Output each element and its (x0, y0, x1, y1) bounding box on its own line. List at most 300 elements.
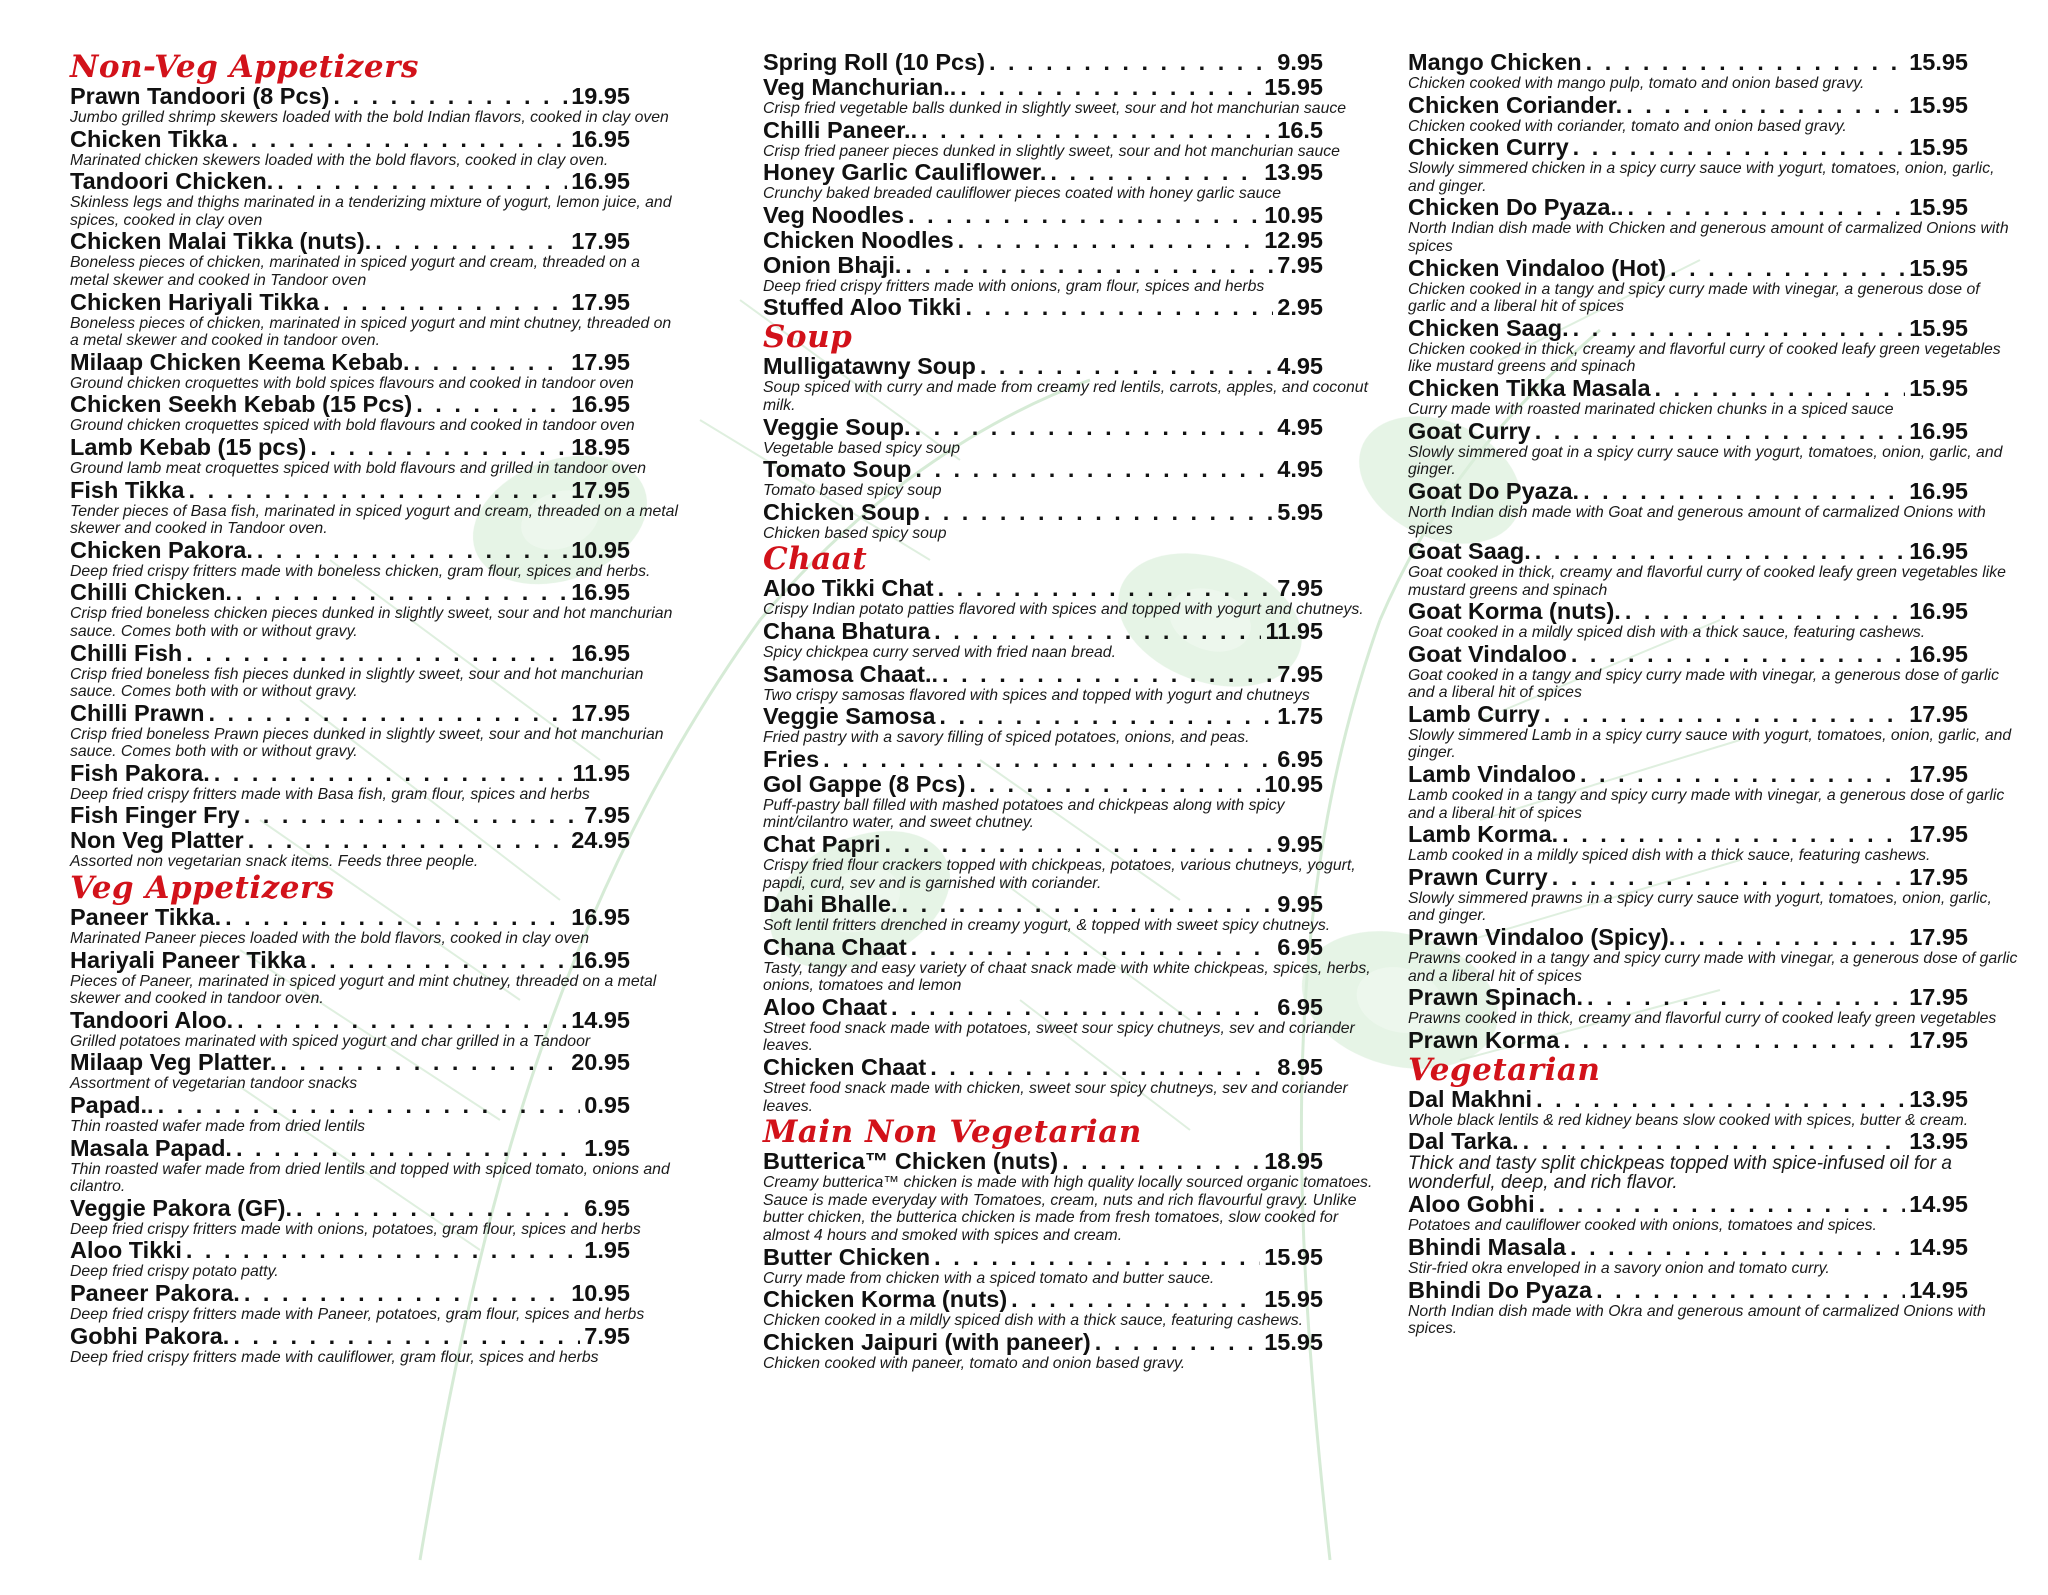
menu-item-price: 7.95 (584, 802, 630, 829)
menu-item-line (763, 747, 1323, 772)
menu-item-description: Thin roasted wafer made from dried lentils (70, 1118, 366, 1136)
menu-item-line (70, 127, 630, 152)
menu-item (763, 118, 1393, 161)
menu-item-description: Deep fried crispy fritters made with onions, gram flour, spices and herbs (763, 277, 1265, 295)
menu-item-name: Chicken Jaipuri (with paneer) (763, 1328, 1091, 1355)
menu-item-description: Puff-pastry ball filled with mashed potatoes and chickpeas along with spicy mint/cilantro water, and sweet chutney. (763, 796, 1285, 832)
menu-item-description: Marinated chicken skewers loaded with the bold flavors, cooked in clay oven. (70, 151, 609, 169)
dot-leader (277, 169, 567, 194)
menu-item-description: Crisp fried vegetable balls dunked in slightly sweet, sour and hot manchurian sauce (763, 100, 1347, 117)
menu-item-name: Milaap Veg Platter. (70, 1049, 277, 1076)
menu-item-description: Prawns cooked in thick, creamy and flavorful curry of cooked leafy green vegetables (1408, 1010, 1997, 1028)
menu-item-line (763, 772, 1323, 797)
menu-item-line (763, 295, 1323, 320)
menu-item-description: Whole black lentils & red kidney beans slow cooked with spices, butter & cream. (1408, 1111, 1969, 1129)
dot-leader (1011, 1287, 1260, 1312)
menu-item (763, 415, 1393, 458)
menu-item (1408, 1028, 2038, 1053)
menu-item (1408, 1192, 2038, 1235)
dot-leader (1544, 702, 1905, 727)
menu-item (70, 1324, 700, 1367)
menu-item (1408, 599, 2038, 642)
menu-item (1408, 865, 2038, 925)
menu-item (70, 229, 700, 289)
menu-item-description: Crisp fried boneless fish pieces dunked in slightly sweet, sour and hot manchurian sauce. Comes both with or without gravy. (70, 665, 644, 701)
dot-leader (414, 350, 568, 375)
menu-item-line (1408, 1278, 1968, 1303)
menu-item-price: 16.95 (571, 391, 630, 418)
menu-item (763, 500, 1393, 543)
dot-leader (186, 1238, 580, 1263)
menu-item-name: Dahi Bhalle. (763, 891, 898, 918)
menu-item-price: 4.95 (1277, 456, 1323, 483)
dot-leader (209, 701, 568, 726)
menu-item-line (763, 75, 1323, 100)
menu-item-name: Hariyali Paneer Tikka (70, 946, 307, 973)
menu-item (1408, 1278, 2038, 1338)
menu-item-line (1408, 93, 1968, 118)
dot-leader (236, 1136, 580, 1161)
menu-item (1408, 539, 2038, 599)
dot-leader (1523, 1129, 1906, 1154)
dot-leader (891, 995, 1273, 1020)
menu-item-line (1408, 925, 1968, 950)
dot-leader (1655, 376, 1906, 401)
menu-item-line (70, 1324, 630, 1349)
menu-item-description: Crisp fried boneless Prawn pieces dunked in slightly sweet, sour and hot manchurian sauce. Comes both with or without gravy. (70, 725, 664, 761)
menu-item-name: Butterica™ Chicken (nuts) (763, 1148, 1059, 1175)
menu-item-price: 16.95 (571, 639, 630, 666)
menu-item-price: 6.95 (584, 1194, 630, 1221)
menu-item-name: Tandoori Aloo. (70, 1006, 234, 1033)
dot-leader (939, 704, 1273, 729)
dot-leader (1571, 642, 1905, 667)
menu-item (1408, 1235, 2038, 1278)
menu-item-line (763, 118, 1323, 143)
menu-item-name: Chicken Soup (763, 498, 920, 525)
menu-item-description: Deep fried crispy potato patty. (70, 1263, 279, 1281)
menu-item (763, 935, 1393, 995)
menu-item-price: 10.95 (571, 1280, 630, 1306)
menu-item (763, 772, 1393, 832)
menu-item (70, 1136, 700, 1196)
menu-item-name: Bhindi Do Pyaza (1408, 1276, 1593, 1303)
menu-item-description: Deep fried crispy fritters made with Paneer, potatoes, gram flour, spices and herbs (70, 1306, 645, 1323)
menu-item-description: Tender pieces of Basa fish, marinated in spiced yogurt and cream, threaded on a metal skewer and cooked in Tandoor oven. (70, 502, 678, 538)
dot-leader (958, 228, 1261, 253)
menu-item-price: 15.95 (1264, 74, 1323, 100)
menu-item-name: Stuffed Aloo Tikki (763, 294, 962, 321)
menu-item (763, 203, 1393, 228)
dot-leader (1539, 1192, 1906, 1217)
menu-item-description: Goat cooked in thick, creamy and flavorful curry of cooked leafy green vegetables like mustard greens and spinach (1408, 563, 2006, 599)
menu-item-name: Papad.. (70, 1092, 154, 1119)
menu-item-name: Goat Korma (nuts). (1408, 598, 1621, 625)
menu-item-line (763, 500, 1323, 525)
menu-item-description: Pieces of Paneer, marinated in spiced yogurt and mint chutney, threaded on a metal skewer and cooked in tandoor oven. (70, 972, 657, 1008)
menu-item-description: Stir-fried okra enveloped in a savory onion and tomato curry. (1408, 1260, 1830, 1277)
dot-leader (323, 290, 567, 315)
menu-item-price: 7.95 (584, 1322, 630, 1349)
menu-item-description: Assorted non vegetarian snack items. Feeds three people. (70, 853, 479, 871)
menu-item-name: Chicken Saag. (1408, 314, 1569, 341)
menu-item-name: Paneer Tikka. (70, 904, 222, 931)
menu-item-name: Lamb Curry (1408, 700, 1540, 727)
menu-item-line (70, 1008, 630, 1033)
menu-item-description: Crispy Indian potato patties flavored with spices and topped with yogurt and chutneys. (763, 601, 1364, 619)
menu-item-price: 17.95 (1909, 1026, 1968, 1053)
menu-item-price: 20.95 (571, 1049, 630, 1076)
dot-leader (232, 127, 568, 152)
menu-item-description: Ground chicken croquettes spiced with bold flavours and cooked in tandoor oven (70, 417, 635, 435)
menu-item (763, 354, 1393, 414)
menu-item-line (70, 701, 630, 726)
menu-item (70, 948, 700, 1008)
dot-leader (1573, 135, 1906, 160)
menu-item-description: Slowly simmered prawns in a spicy curry sauce with yogurt, tomatoes, onion, garlic, and ginger. (1408, 889, 1992, 925)
menu-item-line (763, 1245, 1323, 1270)
menu-item-line (70, 478, 630, 503)
menu-item-name: Prawn Curry (1408, 863, 1548, 890)
section-heading: Main Non Vegetarian (763, 1114, 1142, 1151)
menu-item-name: Chana Chaat (763, 933, 907, 960)
menu-item-price: 17.95 (1909, 700, 1968, 727)
menu-item-name: Prawn Vindaloo (Spicy). (1408, 924, 1676, 951)
menu-item-name: Chana Bhatura (763, 617, 931, 644)
menu-item-line (763, 662, 1323, 687)
menu-item (763, 747, 1393, 772)
menu-item (70, 641, 700, 701)
menu-item-description: Crispy fried flour crackers topped with chickpeas, potatoes, various chutneys, yogurt, papdi, curd, sev and is garnished with coriander. (763, 856, 1356, 892)
menu-item (70, 169, 700, 229)
menu-item-description: Chicken cooked with coriander, tomato and onion based gravy. (1408, 117, 1847, 135)
dot-leader (915, 415, 1274, 440)
menu-item-line (70, 1093, 630, 1118)
menu-item-line (1408, 479, 1968, 504)
dot-leader (1536, 1087, 1905, 1112)
menu-item-line (1408, 642, 1968, 667)
menu-item-name: Gobhi Pakora. (70, 1322, 230, 1349)
menu-item (763, 228, 1393, 253)
menu-item-name: Mulligatawny Soup (763, 353, 976, 380)
menu-item (70, 538, 700, 581)
menu-item-description: Slowly simmered Lamb in a spicy curry sauce with yogurt, tomatoes, onion, garlic, and ginger. (1408, 726, 2012, 762)
menu-item-line (763, 228, 1323, 253)
menu-item-name: Goat Do Pyaza. (1408, 477, 1580, 504)
menu-item-name: Chilli Prawn (70, 699, 205, 726)
menu-item-description: Deep fried crispy fritters made with onions, potatoes, gram flour, spices and herbs (70, 1220, 641, 1238)
menu-item-price: 15.95 (1909, 194, 1968, 221)
menu-item-description: Boneless pieces of chicken, marinated in spiced yogurt and cream, threaded on a metal skewer and cooked in Tandoor oven (70, 254, 640, 289)
dot-leader (1586, 50, 1906, 75)
menu-item-description: Prawns cooked in a tangy and spicy curry made with vinegar, a generous dose of garlic and a liberal hit of spices (1408, 950, 2018, 985)
menu-item-price: 14.95 (1909, 1234, 1968, 1260)
menu-item-line (1408, 135, 1968, 160)
menu-item-line (1408, 195, 1968, 220)
menu-item (763, 295, 1393, 320)
menu-item-price: 15.95 (1264, 1286, 1323, 1313)
menu-item-description: Thin roasted wafer made from dried lentils and topped with spiced tomato, onions and cilantro. (70, 1160, 670, 1196)
menu-item-name: Veggie Samosa (763, 703, 936, 730)
menu-item-description: Street food snack made with chicken, sweet sour spicy chutneys, sev and coriander leaves. (763, 1080, 1348, 1115)
menu-item-line (70, 641, 630, 666)
menu-item (763, 576, 1393, 619)
menu-item-price: 10.95 (1264, 201, 1323, 228)
menu-item-line (763, 1149, 1323, 1174)
menu-item-price: 17.95 (571, 228, 630, 255)
menu-item (763, 160, 1393, 203)
menu-item-description: Chicken based spicy soup (763, 524, 947, 542)
menu-item-line (763, 576, 1323, 601)
menu-item-line (1408, 419, 1968, 444)
menu-item-name: Onion Bhaji. (763, 251, 902, 278)
dot-leader (921, 118, 1273, 143)
menu-item-line (1408, 1129, 1968, 1154)
menu-item-line (763, 1055, 1323, 1080)
menu-item-description: Boneless pieces of chicken, marinated in spiced yogurt and mint chutney, threaded on a metal skewer and cooked in tandoor oven. (70, 314, 672, 350)
menu-item (763, 75, 1393, 118)
menu-item-name: Masala Papad. (70, 1134, 232, 1161)
dot-leader (416, 392, 567, 417)
menu-item-line (70, 1238, 630, 1263)
menu-item-description: Lamb cooked in a tangy and spicy curry made with vinegar, a generous dose of garlic and a liberal hit of spices (1408, 787, 2005, 822)
dot-leader (257, 538, 567, 563)
dot-leader (902, 892, 1274, 917)
menu-item-price: 16.95 (1909, 640, 1968, 667)
menu-item-description: Chicken cooked in a tangy and spicy curry made with vinegar, a generous dose of garlic and a liberal hit of spices (1408, 280, 1980, 316)
dot-leader (333, 84, 567, 109)
menu-item-description: Street food snack made with potatoes, sweet sour spicy chutneys, sev and coriander leaves. (763, 1019, 1355, 1055)
menu-item-name: Dal Tarka. (1408, 1128, 1519, 1155)
section-heading: Non-Veg Appetizers (70, 49, 419, 85)
dot-leader (942, 662, 1273, 687)
menu-item-description: Goat cooked in a tangy and spicy curry made with vinegar, a generous dose of garlic and a liberal hit of spices (1408, 666, 1999, 702)
menu-item-description: Two crispy samosas flavored with spices and topped with yogurt and chutneys (763, 686, 1310, 704)
menu-item-price: 0.95 (584, 1092, 630, 1119)
dot-leader (1670, 256, 1905, 281)
menu-item-line (70, 435, 630, 460)
menu-item-line (763, 995, 1323, 1020)
menu-item-name: Chicken Vindaloo (Hot) (1408, 254, 1667, 281)
menu-item-line (763, 1330, 1323, 1355)
menu-item-price: 15.95 (1909, 314, 1968, 341)
dot-leader (1626, 93, 1905, 118)
menu-item-description: Jumbo grilled shrimp skewers loaded with the bold Indian flavors, cooked in clay oven (70, 109, 669, 126)
menu-item-price: 1.75 (1277, 703, 1323, 730)
menu-item-price: 16.95 (1909, 537, 1968, 564)
menu-item-name: Lamb Kebab (15 pcs) (70, 433, 307, 460)
menu-item-name: Aloo Gobhi (1408, 1191, 1535, 1218)
menu-item-name: Chilli Chicken. (70, 579, 232, 606)
menu-item-description: Soft lentil fritters drenched in creamy yogurt, & topped with sweet spicy chutneys. (763, 917, 1331, 935)
menu-item-price: 16.95 (571, 579, 630, 606)
menu-item-description: Ground chicken croquettes with bold spices flavours and cooked in tandoor oven (70, 374, 634, 392)
menu-item-price: 17.95 (571, 699, 630, 726)
dot-leader (1679, 925, 1905, 950)
menu-item-price: 16.5 (1277, 116, 1323, 143)
section-heading: Chaat (763, 541, 868, 578)
menu-item-line (763, 415, 1323, 440)
menu-item (70, 803, 700, 828)
menu-item (763, 457, 1393, 500)
menu-item-name: Samosa Chaat.. (763, 660, 939, 687)
dot-leader (1580, 762, 1905, 787)
menu-item-name: Butter Chicken (763, 1243, 931, 1270)
dot-leader (1564, 1028, 1906, 1053)
menu-item-description: Slowly simmered chicken in a spicy curry sauce with yogurt, tomatoes, onion, garlic, and ginger. (1408, 160, 1995, 195)
dot-leader (310, 435, 567, 460)
dot-leader (1050, 160, 1260, 185)
dot-leader (934, 1245, 1260, 1270)
menu-item-price: 13.95 (1909, 1085, 1968, 1112)
menu-item-description: Chicken cooked in a mildly spiced dish with a thick sauce, featuring cashews. (763, 1312, 1303, 1330)
menu-item (763, 704, 1393, 747)
menu-item-price: 18.95 (1264, 1148, 1323, 1175)
section-heading: Veg Appetizers (70, 870, 335, 907)
menu-item-line (763, 160, 1323, 185)
menu-item-price: 17.95 (1909, 984, 1968, 1011)
menu-item-price: 7.95 (1277, 251, 1323, 278)
menu-item-name: Goat Saag. (1408, 537, 1531, 564)
menu-item (70, 828, 700, 871)
menu-item-description: Spicy chickpea curry served with fried naan bread. (763, 643, 1116, 661)
menu-item-line (70, 1050, 630, 1075)
menu-item-price: 11.95 (1265, 617, 1323, 644)
menu-item-line (763, 50, 1323, 75)
menu-item-price: 13.95 (1909, 1128, 1968, 1155)
menu-item-name: Honey Garlic Cauliflower. (763, 159, 1047, 186)
menu-item-name: Lamb Korma. (1408, 821, 1559, 848)
menu-item (70, 478, 700, 538)
menu-item-price: 14.95 (1909, 1276, 1968, 1303)
menu-item-name: Chicken Seekh Kebab (15 Pcs) (70, 391, 413, 418)
menu-item-price: 16.95 (571, 125, 630, 152)
menu-item-line (70, 84, 630, 109)
dot-leader (1535, 539, 1905, 564)
menu-item-line (763, 253, 1323, 278)
menu-item (763, 1055, 1393, 1115)
menu-item-name: Aloo Chaat (763, 993, 888, 1020)
menu-item-line (1408, 539, 1968, 564)
menu-item-name: Fish Finger Fry (70, 802, 240, 829)
menu-item (763, 832, 1393, 892)
dot-leader (1587, 985, 1905, 1010)
menu-item-name: Milaap Chicken Keema Kebab. (70, 348, 410, 375)
menu-item-line (763, 935, 1323, 960)
menu-item (70, 392, 700, 435)
menu-item-description: Deep fried crispy fritters made with boneless chicken, gram flour, spices and herbs. (70, 562, 651, 580)
menu-item (70, 1050, 700, 1093)
dot-leader (965, 295, 1273, 320)
menu-item-name: Prawn Korma (1408, 1026, 1560, 1053)
menu-item-line (70, 229, 630, 254)
menu-item-price: 15.95 (1909, 91, 1968, 118)
menu-item-price: 9.95 (1277, 830, 1323, 857)
menu-item (70, 290, 700, 350)
menu-item-price: 1.95 (584, 1237, 630, 1264)
menu-item-description: North Indian dish made with Okra and generous amount of carmalized Onions with spices. (1408, 1302, 1986, 1338)
menu-item (1408, 93, 2038, 136)
menu-item-description: Crisp fried boneless chicken pieces dunked in slightly sweet, sour and hot manchurian sauce. Comes both with or without gravy. (70, 605, 673, 640)
dot-leader (908, 203, 1260, 228)
menu-item-price: 4.95 (1277, 353, 1323, 380)
menu-item (1408, 195, 2038, 255)
menu-item-name: Chicken Tikka Masala (1408, 374, 1651, 401)
menu-item-line (763, 354, 1323, 379)
menu-item-line (1408, 985, 1968, 1010)
menu-item-description: Potatoes and cauliflower cooked with onions, tomatoes and spices. (1408, 1217, 1877, 1235)
menu-item-name: Veg Manchurian.. (763, 74, 957, 100)
dot-leader (236, 580, 567, 605)
menu-item-line (763, 892, 1323, 917)
menu-item-description: Chicken cooked in thick, creamy and flavorful curry of cooked leafy green vegetables like mustard greens and spinach (1408, 340, 2001, 376)
menu-item-price: 24.95 (571, 827, 630, 854)
menu-item (70, 84, 700, 127)
dot-leader (280, 1050, 567, 1075)
menu-item-line (763, 1287, 1323, 1312)
menu-item (1408, 256, 2038, 316)
menu-item-description: Vegetable based spicy soup (763, 439, 961, 457)
menu-item-price: 17.95 (1909, 924, 1968, 951)
menu-item-name: Mango Chicken (1408, 49, 1582, 75)
dot-leader (1562, 822, 1905, 847)
menu-item (70, 580, 700, 640)
menu-item (1408, 135, 2038, 195)
menu-item-line (1408, 1087, 1968, 1112)
menu-item-line (1408, 256, 1968, 281)
dot-leader (248, 828, 568, 853)
menu-item-line (1408, 376, 1968, 401)
menu-item-line (763, 832, 1323, 857)
menu-item-line (763, 457, 1323, 482)
menu-item-price: 12.95 (1264, 226, 1323, 253)
dot-leader (237, 1008, 567, 1033)
menu-item-price: 15.95 (1264, 1243, 1323, 1270)
menu-item-line (70, 392, 630, 417)
menu-column-3 (1408, 50, 2038, 1338)
menu-item-name: Aloo Tikki Chat (763, 575, 934, 602)
menu-item (763, 1287, 1393, 1330)
menu-item-description: Marinated Paneer pieces loaded with the bold flavors, cooked in clay oven (70, 930, 589, 948)
menu-item-line (1408, 1028, 1968, 1053)
menu-item-price: 6.95 (1277, 745, 1323, 772)
menu-item (1408, 1129, 2038, 1192)
menu-item-price: 2.95 (1277, 294, 1323, 321)
menu-item-description: Goat cooked in a mildly spiced dish with a thick sauce, featuring cashews. (1408, 624, 1926, 642)
dot-leader (214, 761, 569, 786)
dot-leader (1570, 1235, 1905, 1260)
menu-item-price: 16.95 (571, 946, 630, 973)
menu-item-name: Chicken Do Pyaza.. (1408, 194, 1624, 221)
menu-item-description: Chicken cooked with paneer, tomato and onion based gravy. (763, 1354, 1186, 1372)
menu-item-line (1408, 316, 1968, 341)
menu-item-name: Dal Makhni (1408, 1085, 1533, 1112)
menu-item-name: Chat Papri (763, 830, 881, 857)
menu-item (1408, 822, 2038, 865)
menu-item-line (70, 761, 630, 786)
menu-item-description: Slowly simmered goat in a spicy curry sauce with yogurt, tomatoes, onion, garlic, and ginger. (1408, 443, 2003, 479)
menu-item-price: 6.95 (1277, 993, 1323, 1020)
menu-item-name: Fish Pakora. (70, 759, 210, 786)
menu-item-name: Aloo Tikki (70, 1237, 182, 1264)
menu-item-description: North Indian dish made with Chicken and generous amount of carmalized Onions with spices (1408, 220, 2009, 255)
dot-leader (1628, 195, 1906, 220)
menu-item-price: 1.95 (584, 1134, 630, 1161)
menu-item-description: Skinless legs and thighs marinated in a tenderizing mixture of yogurt, lemon juice, and spices, cooked in clay oven (70, 194, 672, 229)
menu-item-description: Curry made with roasted marinated chicken chunks in a spiced sauce (1408, 400, 1894, 418)
dot-leader (1552, 865, 1905, 890)
menu-item-price: 17.95 (571, 476, 630, 503)
